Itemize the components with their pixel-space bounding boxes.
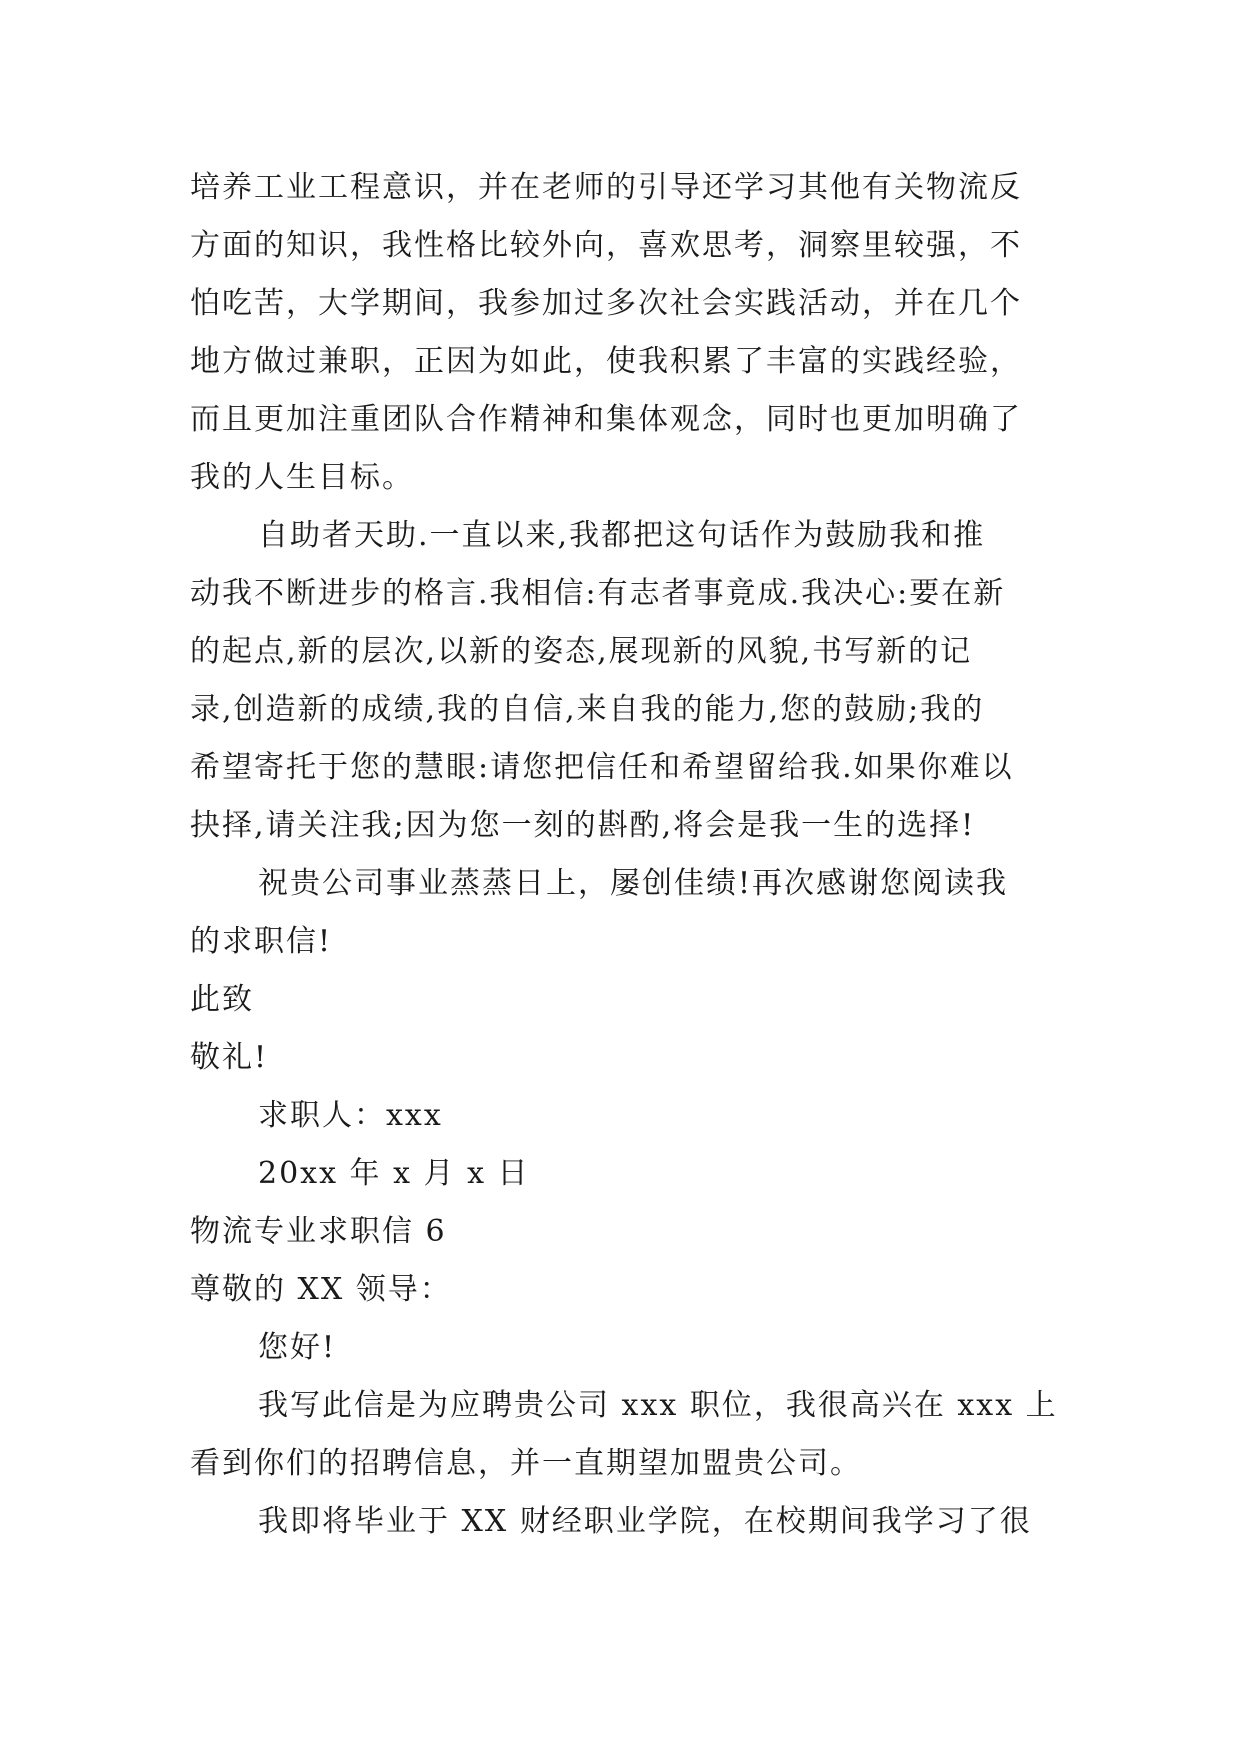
paragraph-line: 动我不断进步的格言.我相信:有志者事竟成.我决心:要在新 (190, 576, 1006, 611)
signature-line: 求职人：xxx (258, 1098, 443, 1133)
paragraph-line: 地方做过兼职，正因为如此，使我积累了丰富的实践经验， (190, 344, 1022, 379)
paragraph-line: 祝贵公司事业蒸蒸日上，屡创佳绩!再次感谢您阅读我 (258, 866, 1009, 901)
closing-salute: 敬礼! (190, 1040, 269, 1075)
paragraph-line: 我写此信是为应聘贵公司 xxx 职位，我很高兴在 xxx 上 (258, 1388, 1058, 1423)
paragraph-line: 看到你们的招聘信息，并一直期望加盟贵公司。 (190, 1446, 862, 1481)
greeting: 您好! (258, 1330, 337, 1365)
paragraph-line: 自助者天助.一直以来,我都把这句话作为鼓励我和推 (258, 518, 986, 553)
paragraph-line: 培养工业工程意识，并在老师的引导还学习其他有关物流反 (190, 170, 1022, 205)
paragraph-line: 而且更加注重团队合作精神和集体观念，同时也更加明确了 (190, 402, 1022, 437)
paragraph-line: 抉择,请关注我;因为您一刻的斟酌,将会是我一生的选择! (190, 808, 976, 843)
paragraph-line: 的求职信! (190, 924, 333, 959)
paragraph-line: 录,创造新的成绩,我的自信,来自我的能力,您的鼓励;我的 (190, 692, 985, 727)
paragraph-line: 怕吃苦，大学期间，我参加过多次社会实践活动，并在几个 (190, 286, 1022, 321)
date-line: 20xx 年 x 月 x 日 (258, 1156, 530, 1191)
closing-line: 此致 (190, 982, 254, 1017)
salutation: 尊敬的 XX 领导： (190, 1272, 452, 1307)
paragraph-line: 希望寄托于您的慧眼:请您把信任和希望留给我.如果你难以 (190, 750, 1014, 785)
paragraph-line: 我的人生目标。 (190, 460, 414, 495)
paragraph-line: 方面的知识，我性格比较外向，喜欢思考，洞察里较强，不 (190, 228, 1022, 263)
paragraph-line: 我即将毕业于 XX 财经职业学院，在校期间我学习了很 (258, 1504, 1032, 1539)
paragraph-line: 的起点,新的层次,以新的姿态,展现新的风貌,书写新的记 (190, 634, 973, 669)
section-title: 物流专业求职信 6 (190, 1214, 447, 1249)
